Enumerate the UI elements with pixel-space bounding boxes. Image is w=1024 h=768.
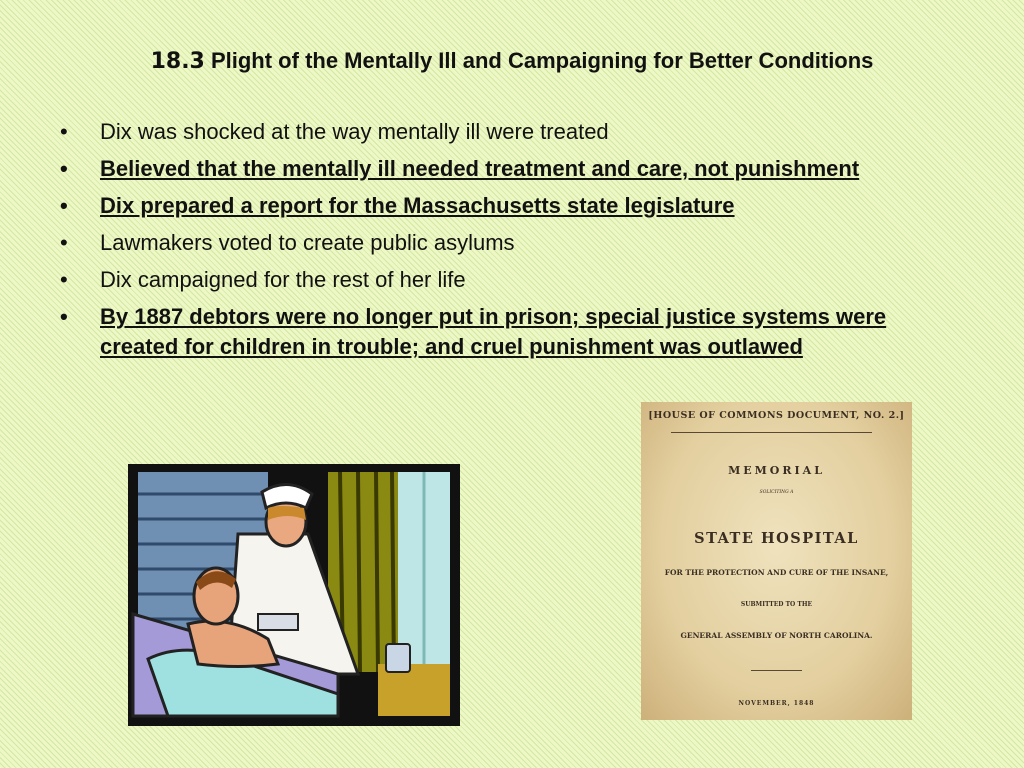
bullet-item: • Dix was shocked at the way mentally ill were treated — [60, 117, 960, 147]
memorial-subtitle: SOLICITING A — [759, 490, 794, 495]
memorial-rule — [751, 670, 802, 671]
bullet-item: • By 1887 debtors were no longer put in prison; special justice systems were created for children in trouble; and cruel punishment was outlawed — [60, 302, 960, 362]
memorial-title: MEMORIAL — [728, 464, 825, 477]
memorial-document-image — [641, 402, 912, 720]
bullet-item: • Believed that the mentally ill needed treatment and care, not punishment — [60, 154, 960, 184]
bullet-item: • Lawmakers voted to create public asylums — [60, 228, 960, 258]
slide-title — [0, 48, 1024, 74]
memorial-rule — [671, 432, 872, 433]
title-text: Plight of the Mentally Ill and Campaigning for Better Conditions — [204, 48, 874, 73]
memorial-line: SUBMITTED TO THE — [740, 601, 813, 608]
nurse-patient-clipart — [128, 464, 460, 726]
bullet-item: • Dix prepared a report for the Massachusetts state legislature — [60, 191, 960, 221]
bullet-item: • Dix campaigned for the rest of her life — [60, 265, 960, 295]
memorial-header: [HOUSE OF COMMONS DOCUMENT, NO. 2.] — [648, 410, 905, 421]
title-number: 18.3 — [150, 49, 205, 74]
bullet-list — [60, 117, 960, 369]
memorial-date: NOVEMBER, 1848 — [738, 700, 815, 707]
memorial-line: FOR THE PROTECTION AND CURE OF THE INSANE, — [664, 568, 889, 577]
memorial-hospital: STATE HOSPITAL — [694, 530, 859, 547]
memorial-line: GENERAL ASSEMBLY OF NORTH CAROLINA. — [680, 631, 873, 640]
